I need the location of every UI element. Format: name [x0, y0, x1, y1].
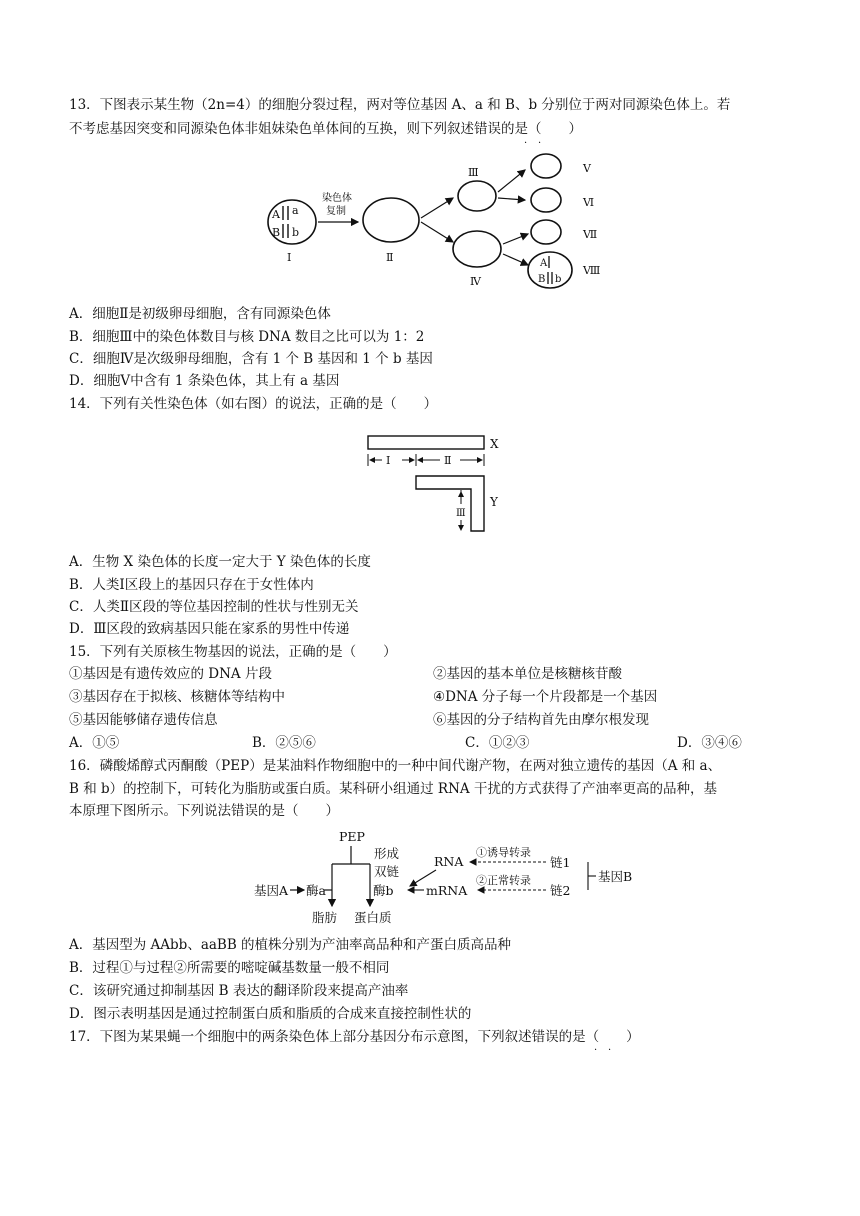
form-label-1: 形成 — [374, 846, 400, 861]
q13-option-c: C．细胞Ⅳ是次级卵母细胞，含有 1 个 B 基因和 1 个 b 基因 — [69, 351, 433, 367]
q15-option-c: C．①②③ — [465, 735, 530, 751]
enzyme-a-label: 酶a — [306, 883, 326, 898]
emphasis-dot: · — [538, 138, 542, 149]
q14-sex-chromosome-diagram — [364, 434, 504, 546]
rna-label: RNA — [434, 854, 464, 869]
chain-2-label: 链2 — [550, 883, 571, 898]
gene-b: b — [555, 274, 562, 285]
q14-option-b: B．人类Ⅰ区段上的基因只存在于女性体内 — [69, 577, 314, 593]
gene-A: A — [540, 258, 548, 269]
q16-stem-line2: B 和 b）的控制下，可转化为脂肪或蛋白质。某科研小组通过 RNA 干扰的方式获得了产油率更高的品种，基 — [69, 781, 717, 797]
q16-option-b: B．过程①与过程②所需要的嘧啶碱基数量一般不相同 — [69, 960, 390, 976]
cell-VIII — [528, 252, 572, 288]
mrna-label: mRNA — [426, 883, 468, 898]
q15-item-1: ①基因是有遗传效应的 DNA 片段 — [69, 666, 272, 682]
q15-item-2: ②基因的基本单位是核糖核苷酸 — [433, 666, 622, 682]
cell-V — [531, 154, 561, 178]
q15-item-3: ③基因存在于拟核、核糖体等结构中 — [69, 689, 285, 705]
process-label-2: 复制 — [326, 206, 346, 217]
segment-I: Ⅰ — [386, 454, 391, 467]
induced-transcription-label: ①诱导转录 — [476, 846, 531, 859]
q14-option-d: D．Ⅲ区段的致病基因只能在家系的男性中传递 — [69, 621, 350, 637]
protein-label: 蛋白质 — [354, 910, 392, 925]
cell-VI — [531, 188, 561, 212]
label-X: X — [490, 437, 499, 451]
gene-B-label: 基因B — [598, 869, 633, 884]
q13-cell-division-diagram — [258, 150, 608, 295]
normal-transcription-label: ②正常转录 — [476, 874, 531, 887]
q14-stem: 14．下列有关性染色体（如右图）的说法，正确的是（ ） — [69, 396, 438, 412]
label-I: Ⅰ — [287, 251, 292, 264]
process-label-1: 染色体 — [322, 193, 352, 204]
q15-item-5: ⑤基因能够储存遗传信息 — [69, 712, 218, 728]
label-VI: Ⅵ — [583, 196, 595, 209]
cell-IV — [453, 231, 501, 267]
label-VIII: Ⅷ — [583, 264, 601, 277]
emphasis-dot: · — [524, 138, 528, 149]
q15-option-a: A．①⑤ — [69, 735, 120, 751]
q13-stem-line2: 不考虑基因突变和同源染色体非姐妹染色单体间的互换，则下列叙述错误的是（ ） — [69, 121, 582, 137]
x-chromosome — [368, 436, 484, 449]
segment-III: Ⅲ — [456, 508, 466, 519]
label-III: Ⅲ — [468, 166, 479, 179]
q15-item-6: ⑥基因的分子结构首先由摩尔根发现 — [433, 712, 649, 728]
q16-option-c: C．该研究通过抑制基因 B 表达的翻译阶段来提高产油率 — [69, 983, 409, 999]
q15-item-4: ④DNA 分子每一个片段都是一个基因 — [433, 689, 658, 705]
q14-option-c: C．人类Ⅱ区段的等位基因控制的性状与性别无关 — [69, 599, 359, 615]
pep-label: PEP — [339, 829, 365, 844]
label-IV: Ⅳ — [470, 275, 481, 288]
q15-stem: 15．下列有关原核生物基因的说法，正确的是（ ） — [69, 644, 397, 660]
gene-a: a — [292, 204, 299, 217]
q16-pathway-diagram — [250, 824, 650, 930]
q15-option-d: D．③④⑥ — [677, 735, 742, 751]
gene-b: b — [292, 226, 300, 239]
gene-B: B — [272, 226, 281, 239]
label-VII: Ⅶ — [583, 228, 598, 241]
emphasis-dot: · — [608, 1045, 612, 1056]
q14-option-a: A．生物 X 染色体的长度一定大于 Y 染色体的长度 — [69, 554, 371, 570]
segment-II: Ⅱ — [444, 454, 452, 467]
q16-option-d: D．图示表明基因是通过控制蛋白质和脂质的合成来直接控制性状的 — [69, 1006, 472, 1022]
q16-option-a: A．基因型为 AAbb、aaBB 的植株分别为产油率高品种和产蛋白质高品种 — [69, 937, 512, 953]
q13-option-d: D．细胞Ⅴ中含有 1 条染色体，其上有 a 基因 — [69, 373, 340, 389]
cell-II — [363, 198, 419, 242]
cell-III — [458, 181, 496, 211]
q17-stem: 17．下图为某果蝇一个细胞中的两条染色体上部分基因分布示意图，下列叙述错误的是（ ） — [69, 1029, 640, 1045]
q16-stem-line3: 本原理下图所示。下列说法错误的是（ ） — [69, 803, 339, 819]
q15-option-b: B．②⑤⑥ — [252, 735, 316, 751]
chain-1-label: 链1 — [550, 855, 571, 870]
label-II: Ⅱ — [386, 251, 394, 264]
q13-stem-line1: 13．下图表示某生物（2n=4）的细胞分裂过程，两对等位基因 A、a 和 B、b 分别位于两对同源染色体上。若 — [69, 97, 731, 113]
enzyme-b-label: 酶b — [373, 883, 394, 898]
emphasis-dot: · — [594, 1045, 598, 1056]
form-label-2: 双链 — [374, 864, 400, 879]
gene-B: B — [538, 274, 546, 285]
gene-A-label: 基因A — [254, 883, 289, 898]
fat-label: 脂肪 — [312, 910, 338, 925]
cell-VII — [531, 220, 561, 244]
q13-option-a: A．细胞Ⅱ是初级卵母细胞，含有同源染色体 — [69, 306, 331, 322]
label-V: Ⅴ — [583, 162, 591, 175]
q16-stem-line1: 16．磷酸烯醇式丙酮酸（PEP）是某油料作物细胞中的一种中间代谢产物，在两对独立遗传的基因（A 和 a、 — [69, 758, 722, 774]
y-chromosome — [416, 476, 484, 531]
gene-A: A — [272, 208, 280, 221]
q13-option-b: B．细胞Ⅲ中的染色体数目与核 DNA 数目之比可以为 1：2 — [69, 329, 425, 345]
label-Y: Y — [490, 495, 498, 509]
